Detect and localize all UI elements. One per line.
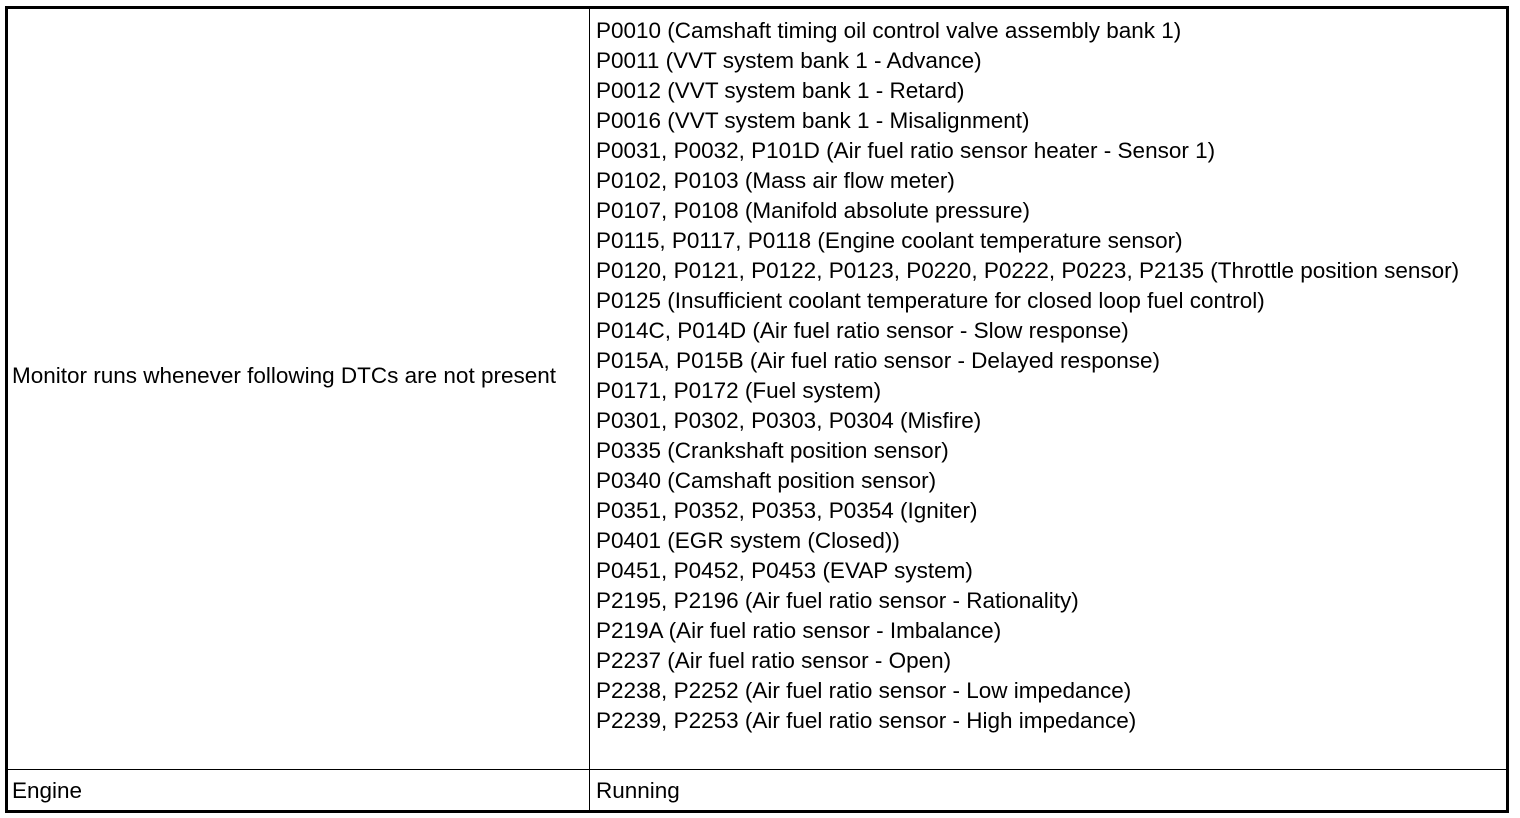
- list-item: P2237 (Air fuel ratio sensor - Open): [596, 648, 952, 673]
- engine-state-value: Running: [596, 778, 680, 803]
- list-item: P0010 (Camshaft timing oil control valve assembly bank 1): [596, 18, 1182, 43]
- list-item: P0120, P0121, P0122, P0123, P0220, P0222, P0223, P2135 (Throttle position sensor): [596, 258, 1460, 283]
- list-item: P0125 (Insufficient coolant temperature for closed loop fuel control): [596, 288, 1265, 313]
- table-row: [8, 770, 1506, 810]
- list-item: P0031, P0032, P101D (Air fuel ratio sensor heater - Sensor 1): [596, 138, 1216, 163]
- list-item: P0351, P0352, P0353, P0354 (Igniter): [596, 498, 978, 523]
- dtc-list: [596, 16, 1496, 736]
- list-item: P2195, P2196 (Air fuel ratio sensor - Rationality): [596, 588, 1079, 613]
- list-item: P0335 (Crankshaft position sensor): [596, 438, 949, 463]
- list-item: P0171, P0172 (Fuel system): [596, 378, 882, 403]
- list-item: P2238, P2252 (Air fuel ratio sensor - Low impedance): [596, 678, 1132, 703]
- table-row: [8, 9, 1506, 770]
- list-item: P0401 (EGR system (Closed)): [596, 528, 900, 553]
- list-item: P0301, P0302, P0303, P0304 (Misfire): [596, 408, 982, 433]
- list-item: P014C, P014D (Air fuel ratio sensor - Slow response): [596, 318, 1129, 343]
- condition-label-cell: [8, 9, 590, 769]
- list-item: P0451, P0452, P0453 (EVAP system): [596, 558, 973, 583]
- list-item: P0115, P0117, P0118 (Engine coolant temperature sensor): [596, 228, 1183, 253]
- list-item: P219A (Air fuel ratio sensor - Imbalance): [596, 618, 1002, 643]
- engine-label: Engine: [12, 778, 83, 803]
- condition-label-cell: [8, 770, 590, 810]
- condition-label: Monitor runs whenever following DTCs are not present: [12, 363, 556, 388]
- list-item: P0340 (Camshaft position sensor): [596, 468, 937, 493]
- dtc-list-cell: [590, 9, 1506, 769]
- dtc-conditions-table: [5, 6, 1509, 813]
- list-item: P0016 (VVT system bank 1 - Misalignment): [596, 108, 1030, 133]
- list-item: P0011 (VVT system bank 1 - Advance): [596, 48, 982, 73]
- list-item: P015A, P015B (Air fuel ratio sensor - Delayed response): [596, 348, 1161, 373]
- list-item: P2239, P2253 (Air fuel ratio sensor - High impedance): [596, 708, 1137, 733]
- list-item: P0102, P0103 (Mass air flow meter): [596, 168, 955, 193]
- list-item: P0012 (VVT system bank 1 - Retard): [596, 78, 965, 103]
- list-item: P0107, P0108 (Manifold absolute pressure): [596, 198, 1031, 223]
- condition-value-cell: [590, 770, 1506, 810]
